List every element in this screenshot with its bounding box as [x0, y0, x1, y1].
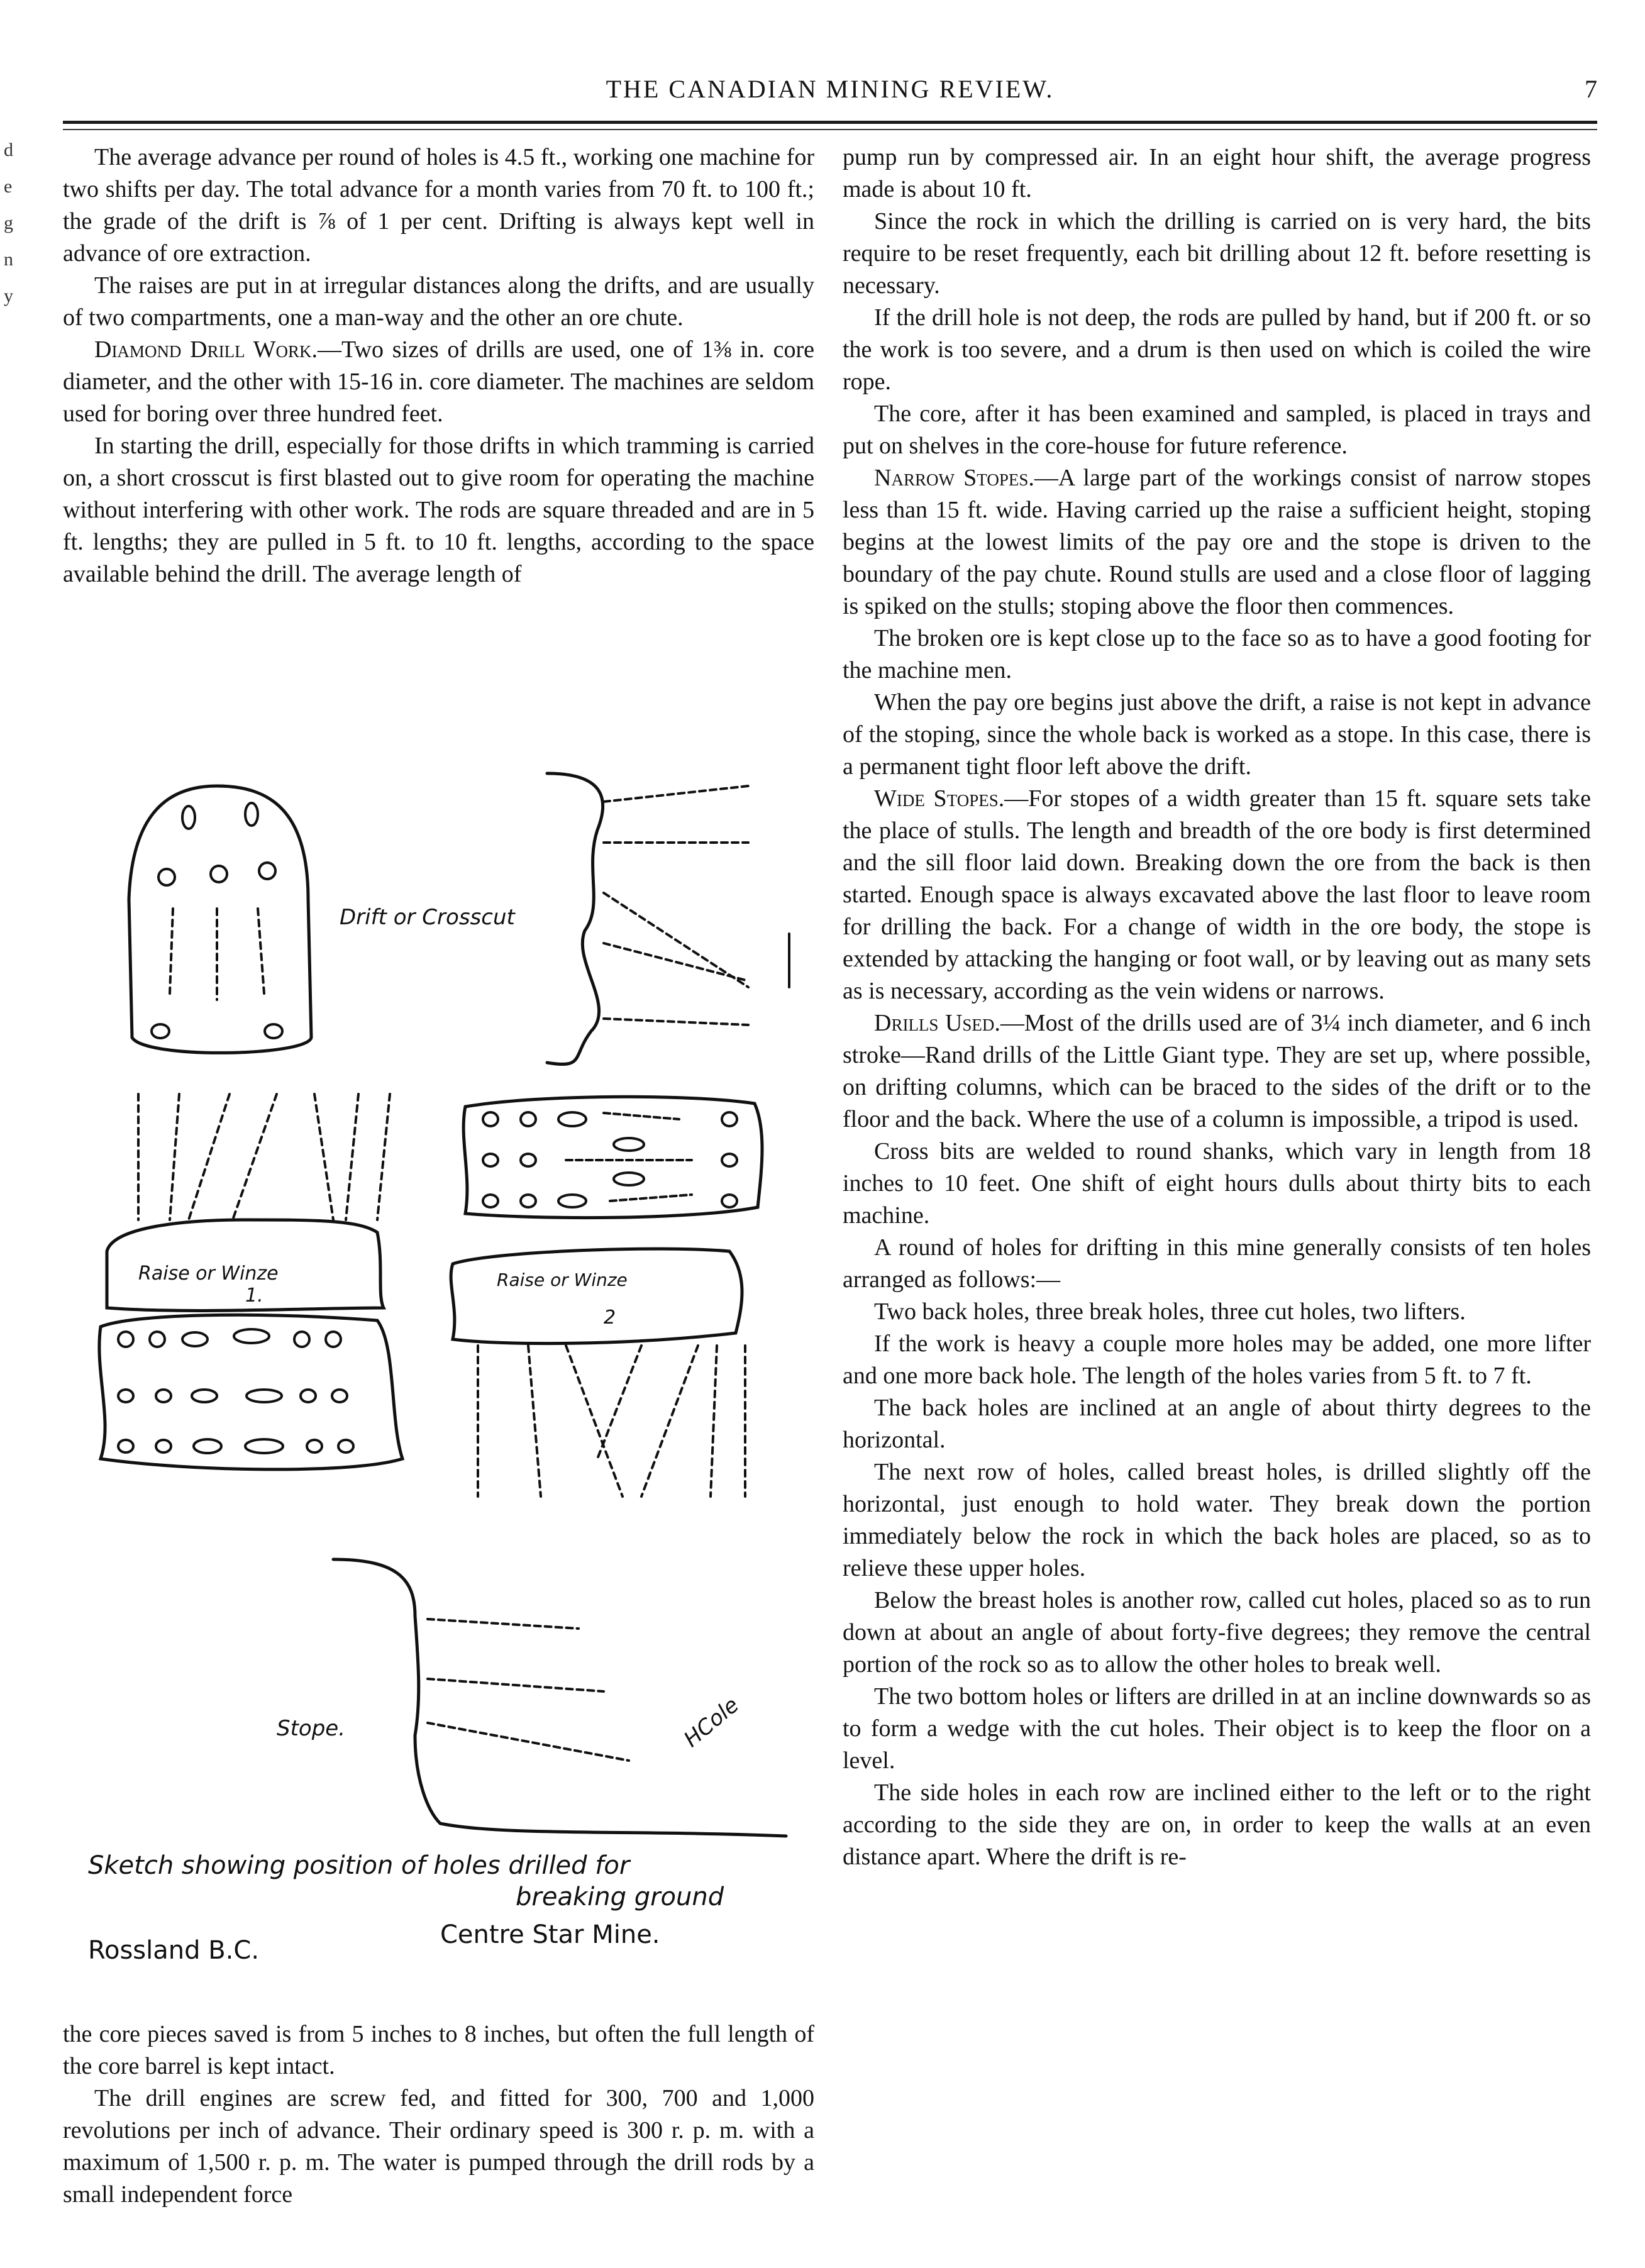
figure-caption-line-1: Sketch showing position of holes drilled for — [88, 1851, 630, 1880]
label-stope: Stope. — [277, 1716, 346, 1741]
paragraph-text: —For stopes of a width greater than 15 ft. square sets take the place of stulls. The length and breadth of the ore body is first determined and the sill floor laid down. Breaking down the ore from the back is then started. Enough space is always excavated above the last floor to leave room for drilling the back. For a change of width in the ore body, the stope is extended by attacking the hanging or foot wall, or by leaving out as many sets as is necessary, according as the vein widens or narrows. — [843, 785, 1592, 1004]
paragraph: pump run by compressed air. In an eight hour shift, the average progress made is about 10 ft. — [843, 144, 1591, 202]
stope-holes — [428, 1619, 629, 1761]
section-heading: Narrow Stopes. — [874, 465, 1034, 491]
header-rule-thin — [63, 129, 1597, 130]
margin-note: d — [4, 140, 13, 160]
margin-note: e — [4, 176, 13, 197]
paragraph — [843, 1007, 1591, 1136]
label-drift: Drift or Crosscut — [340, 905, 515, 930]
paragraph: A round of holes for drifting in this mine generally consists of ten holes arranged as follows:— — [843, 1234, 1591, 1293]
drift-section-holes — [604, 786, 748, 1025]
section-heading: Diamond Drill Work. — [94, 336, 318, 363]
paragraph-text: —A large part of the workings consist of narrow stopes less than 15 ft. wide. Having carried up the raise a sufficient height, stoping begins at the lowest limits of the pay ore and the stope is driven to the boundary of the pay chute. Round stulls are used and a close floor of lagging is spiked on the stulls; stoping above the floor then commences. — [843, 465, 1591, 619]
paragraph-text: —Two sizes of drills are used, one of 1⅜ in. core diameter, and the other with 15-16 in. core diameter. The machines are seldom used for boring over three hundred feet. — [63, 336, 814, 427]
drift-face-outline — [129, 786, 311, 1053]
margin-note: g — [4, 213, 13, 233]
section-heading: Wide Stopes. — [874, 785, 1005, 812]
paragraph: Two back holes, three break holes, three cut holes, two lifters. — [874, 1298, 1466, 1325]
paragraph: Below the breast holes is another row, called cut holes, placed so as to run down at about an angle of about forty-five degrees; they remove the central portion of the rock so as to allow the other holes to break well. — [843, 1587, 1591, 1678]
label-raise-1-number: 1. — [245, 1285, 263, 1307]
paragraph: The raises are put in at irregular distances along the drifts, and are usually of two compartments, one a man-way and the other an ore chute. — [63, 272, 814, 331]
paragraph: The side holes in each row are inclined either to the left or to the right according to the side they are on, in order to keep the walls at an even distance apart. Where the drift is re- — [843, 1779, 1591, 1870]
raise-2-holes — [478, 1346, 745, 1496]
paragraph: If the drill hole is not deep, the rods are pulled by hand, but if 200 ft. or so the work is too severe, and a drum is then used on which is coiled the wire rope. — [843, 304, 1591, 395]
paragraph: If the work is heavy a couple more holes may be added, one more lifter and one more back hole. The length of the holes varies from 5 ft. to 7 ft. — [843, 1330, 1591, 1389]
paragraph: In starting the drill, especially for those drifts in which tramming is carried on, a short crosscut is first blasted out to give room for operating the machine without interfering with other work. The rods are square threaded and are in 5 ft. lengths; they are pulled in 5 ft. to 10 ft. lengths, according to the space available behind the drill. The average length of — [63, 433, 814, 587]
raise-2-outline — [451, 1249, 742, 1343]
left-column-top — [63, 141, 814, 590]
journal-title: THE CANADIAN MINING REVIEW. — [606, 75, 1055, 103]
raise-2-plan-holes — [483, 1112, 737, 1207]
paragraph: The broken ore is kept close up to the face so as to have a good footing for the machine men. — [843, 625, 1591, 683]
section-heading: Drills Used. — [874, 1010, 1000, 1036]
margin-note: y — [4, 285, 13, 306]
paragraph-text: —Most of the drills used are of 3¼ inch diameter, and 6 inch stroke—Rand drills of the Little Giant type. They are set up, where possible, on drifting columns, which can be braced to the sides of the drift or to the floor and the back. Where the use of a column is impossible, a tripod is used. — [843, 1010, 1591, 1132]
paragraph: When the pay ore begins just above the drift, a raise is not kept in advance of the stoping, since the whole back is worked as a stope. In this case, there is a permanent tight floor left above the drift. — [843, 689, 1591, 780]
drift-face-holes — [152, 803, 282, 1038]
sketch-figure — [63, 742, 814, 1993]
figure-place: Rossland B.C. — [88, 1936, 260, 1965]
page-number: 7 — [1585, 75, 1597, 103]
paragraph: The average advance per round of holes is 4.5 ft., working one machine for two shifts per day. The total advance for a month varies from 70 ft. to 100 ft.; the grade of the drift is ⅞ of 1 per cent. Drifting is always kept well in advance of ore extraction. — [63, 144, 814, 267]
margin-note: n — [4, 249, 13, 270]
drift-section-outline — [547, 773, 603, 1065]
paragraph: The drill engines are screw fed, and fitted for 300, 700 and 1,000 revolutions per inch of advance. Their ordinary speed is 300 r. p. m. with a maximum of 1,500 r. p. m. The water is pumped through the drill rods by a small independent force — [63, 2085, 814, 2208]
paragraph — [843, 462, 1591, 622]
label-raise-2: Raise or Winze — [497, 1270, 628, 1290]
right-column — [843, 141, 1591, 1873]
paragraph: the core pieces saved is from 5 inches to 8 inches, but often the full length of the core barrel is kept intact. — [63, 2021, 814, 2079]
margin-notes — [4, 132, 29, 314]
artist-signature: HCole — [679, 1692, 744, 1752]
paragraph — [63, 334, 814, 430]
paragraph: Since the rock in which the drilling is carried on is very hard, the bits require to be reset frequently, each bit drilling about 12 ft. before resetting is necessary. — [843, 208, 1591, 299]
running-header — [63, 74, 1597, 124]
label-raise-1: Raise or Winze — [138, 1263, 279, 1285]
raise-1-holes — [138, 1094, 390, 1220]
paragraph: The two bottom holes or lifters are drilled in at an incline downwards so as to form a wedge with the cut holes. Their object is to keep the floor on a level. — [843, 1683, 1591, 1774]
paragraph: The next row of holes, called breast holes, is drilled slightly off the horizontal, just enough to hold water. They break down the portion immediately below the rock in which the back holes are placed, so as to relieve these upper holes. — [843, 1459, 1591, 1581]
paragraph: The core, after it has been examined and sampled, is placed in trays and put on shelves in the core-house for future reference. — [843, 401, 1591, 459]
paragraph: The back holes are inclined at an angle of about thirty degrees to the horizontal. — [843, 1395, 1591, 1453]
label-raise-2-number: 2 — [604, 1307, 616, 1329]
left-column-bottom — [63, 2018, 814, 2211]
header-rule — [63, 121, 1597, 124]
paragraph: Cross bits are welded to round shanks, which vary in length from 18 inches to 10 feet. One shift of eight hours dulls about thirty bits to each machine. — [843, 1138, 1591, 1229]
figure-mine: Centre Star Mine. — [440, 1920, 660, 1949]
figure-caption-line-2: breaking ground — [516, 1883, 724, 1911]
stope-outline — [333, 1559, 786, 1836]
paragraph — [843, 783, 1591, 1007]
raise-1-plan-holes — [118, 1329, 353, 1453]
